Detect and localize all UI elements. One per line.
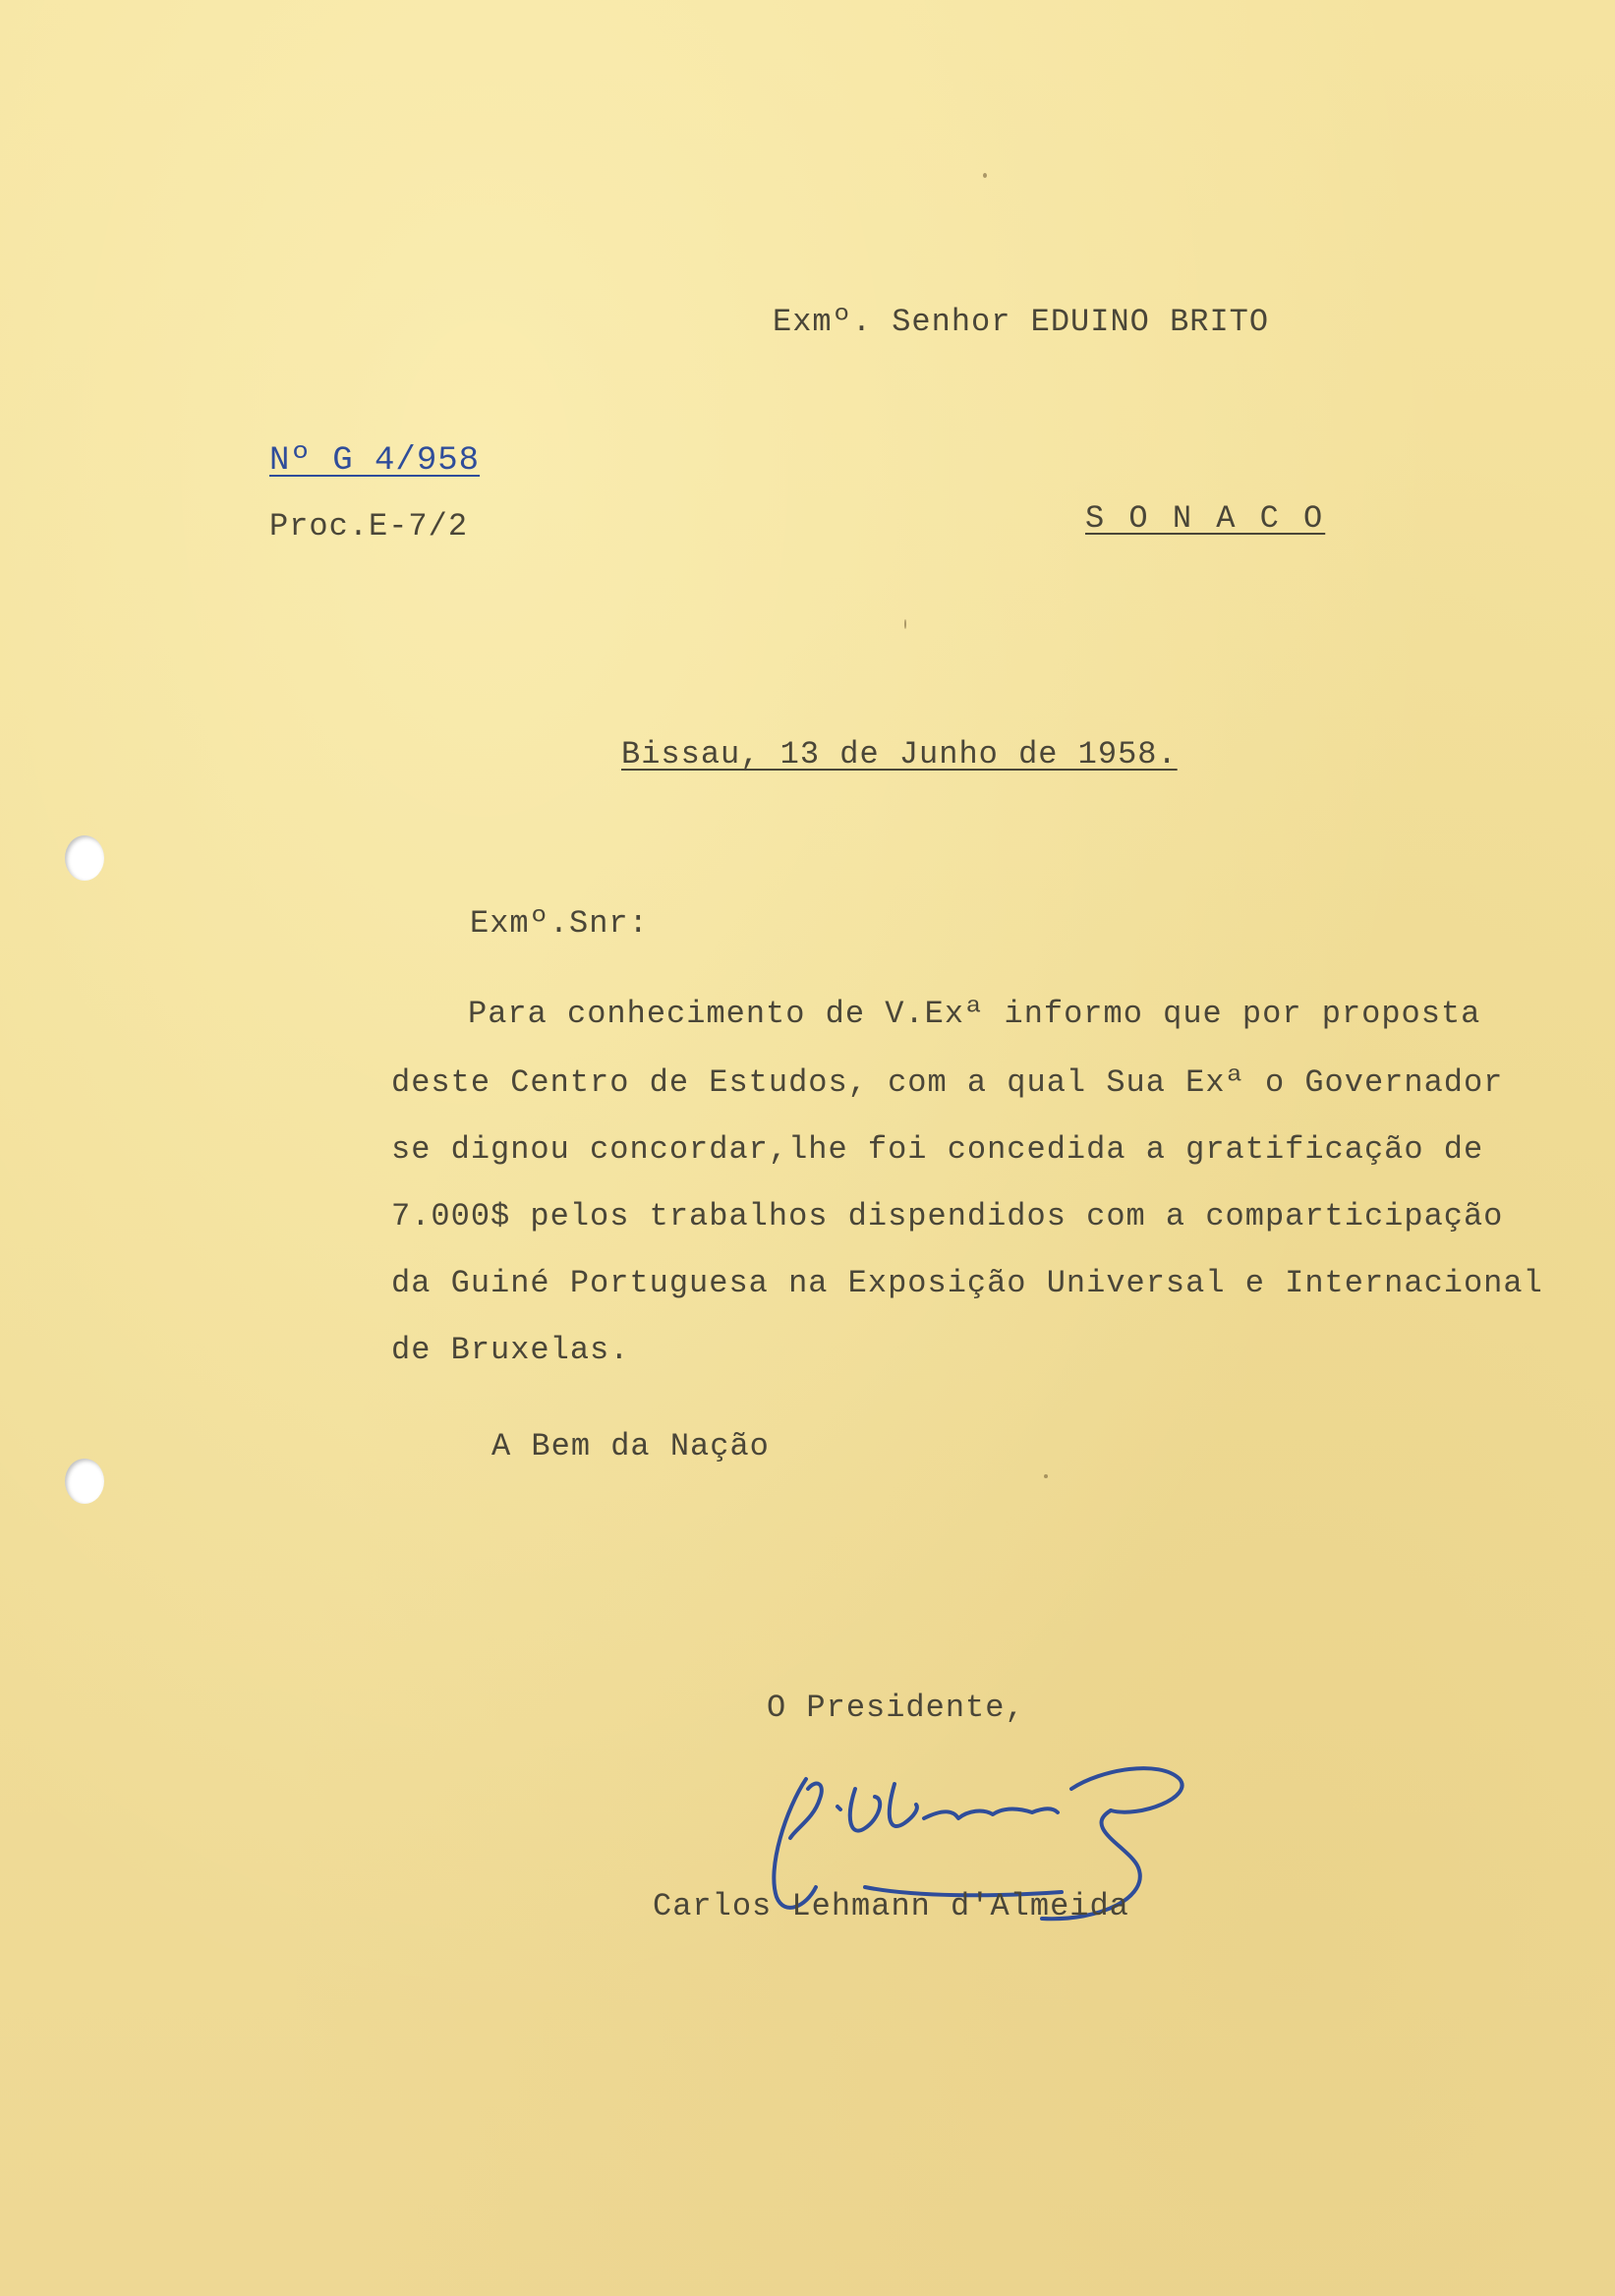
- closing: A Bem da Nação: [491, 1428, 770, 1464]
- body-line: da Guiné Portuguesa na Exposição Universal e Internacional: [391, 1265, 1543, 1301]
- punch-hole-top: [65, 835, 104, 881]
- body-line: se dignou concordar,lhe foi concedida a gratificação de: [391, 1131, 1484, 1168]
- reference-number: Nº G 4/958: [269, 442, 481, 480]
- punch-hole-bottom: [65, 1459, 104, 1504]
- signer-title: O Presidente,: [767, 1690, 1025, 1726]
- body-line: 7.000$ pelos trabalhos dispendidos com a comparticipação: [391, 1198, 1504, 1234]
- paper-speck: [904, 619, 906, 629]
- salutation: Exmº.Snr:: [470, 905, 649, 942]
- paper-speck: [983, 173, 987, 178]
- paper-speck: [1044, 1474, 1048, 1478]
- company-name: S O N A C O: [1085, 500, 1326, 537]
- signer-name: Carlos Lehmann d'Almeida: [653, 1888, 1129, 1924]
- body-line: de Bruxelas.: [391, 1332, 630, 1368]
- process-number: Proc.E-7/2: [269, 508, 469, 545]
- addressee-line: Exmº. Senhor EDUINO BRITO: [773, 304, 1270, 340]
- body-line: deste Centro de Estudos, com a qual Sua Exª o Governador: [391, 1064, 1504, 1101]
- body-line: Para conhecimento de V.Exª informo que por proposta: [468, 996, 1481, 1032]
- place-date: Bissau, 13 de Junho de 1958.: [621, 736, 1178, 773]
